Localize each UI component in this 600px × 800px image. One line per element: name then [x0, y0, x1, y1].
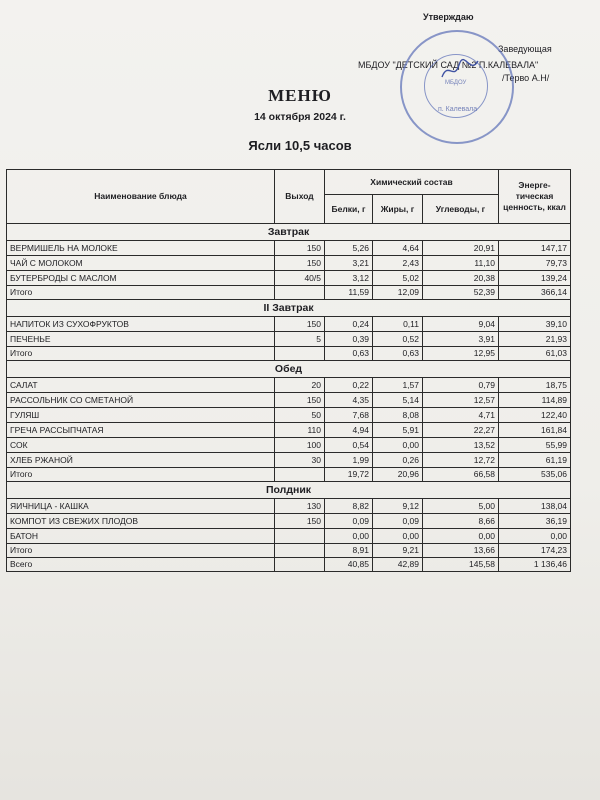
dish-energy: 122,40 [499, 408, 571, 423]
dish-output: 110 [275, 423, 325, 438]
dish-fats: 0,52 [373, 332, 423, 347]
approval-organization: МБДОУ "ДЕТСКИЙ САД №2 П.КАЛЕВАЛА" [358, 60, 539, 70]
total-output [275, 347, 325, 361]
dish-energy: 138,04 [499, 499, 571, 514]
dish-output: 150 [275, 514, 325, 529]
dish-fats: 1,57 [373, 378, 423, 393]
header-carbs: Углеводы, г [423, 195, 499, 224]
table-row [7, 453, 571, 468]
dish-fats: 4,64 [373, 241, 423, 256]
table-row [7, 529, 571, 544]
dish-name: КОМПОТ ИЗ СВЕЖИХ ПЛОДОВ [7, 514, 275, 529]
dish-proteins: 0,54 [325, 438, 373, 453]
table-row [7, 408, 571, 423]
header-chemical: Химический состав [325, 170, 499, 195]
dish-energy: 36,19 [499, 514, 571, 529]
dish-carbs: 0,79 [423, 378, 499, 393]
dish-output: 100 [275, 438, 325, 453]
grand-total-proteins: 40,85 [325, 558, 373, 572]
dish-carbs: 11,10 [423, 256, 499, 271]
stamp-text-top: МБДОУ [445, 80, 467, 86]
grand-total-fats: 42,89 [373, 558, 423, 572]
dish-output: 40/5 [275, 271, 325, 286]
dish-output: 150 [275, 393, 325, 408]
dish-name: ГУЛЯШ [7, 408, 275, 423]
total-output [275, 286, 325, 300]
menu-table [6, 169, 571, 572]
approval-position: Заведующая [498, 44, 552, 54]
dish-energy: 18,75 [499, 378, 571, 393]
dish-name: ГРЕЧА РАССЫПЧАТАЯ [7, 423, 275, 438]
dish-proteins: 3,12 [325, 271, 373, 286]
dish-energy: 139,24 [499, 271, 571, 286]
dish-proteins: 0,22 [325, 378, 373, 393]
section-title: Полдник [7, 482, 571, 499]
dish-proteins: 1,99 [325, 453, 373, 468]
dish-carbs: 20,91 [423, 241, 499, 256]
dish-fats: 5,02 [373, 271, 423, 286]
document-title: МЕНЮ [268, 86, 332, 105]
menu-table-body [7, 224, 571, 572]
dish-proteins: 8,82 [325, 499, 373, 514]
dish-proteins: 0,09 [325, 514, 373, 529]
total-energy: 61,03 [499, 347, 571, 361]
table-row [7, 514, 571, 529]
dish-name: ХЛЕБ РЖАНОЙ [7, 453, 275, 468]
approval-signatory: /Терво А.Н/ [502, 73, 550, 83]
section-total-row [7, 544, 571, 558]
total-energy: 174,23 [499, 544, 571, 558]
dish-carbs: 5,00 [423, 499, 499, 514]
dish-proteins: 4,94 [325, 423, 373, 438]
dish-carbs: 22,27 [423, 423, 499, 438]
signature-mark [440, 55, 480, 85]
dish-carbs: 3,91 [423, 332, 499, 347]
dish-fats: 0,09 [373, 514, 423, 529]
section-title: Завтрак [7, 224, 571, 241]
dish-energy: 79,73 [499, 256, 571, 271]
dish-carbs: 12,72 [423, 453, 499, 468]
dish-energy: 39,10 [499, 317, 571, 332]
dish-carbs: 12,57 [423, 393, 499, 408]
grand-total-label: Всего [7, 558, 275, 572]
dish-fats: 0,11 [373, 317, 423, 332]
dish-output: 20 [275, 378, 325, 393]
section-header [7, 224, 571, 241]
dish-output: 50 [275, 408, 325, 423]
total-proteins: 8,91 [325, 544, 373, 558]
dish-name: ВЕРМИШЕЛЬ НА МОЛОКЕ [7, 241, 275, 256]
dish-carbs: 20,38 [423, 271, 499, 286]
dish-proteins: 5,26 [325, 241, 373, 256]
total-fats: 0,63 [373, 347, 423, 361]
dish-fats: 2,43 [373, 256, 423, 271]
dish-energy: 21,93 [499, 332, 571, 347]
dish-name: ПЕЧЕНЬЕ [7, 332, 275, 347]
section-total-row [7, 347, 571, 361]
total-label: Итого [7, 544, 275, 558]
stamp-text-bottom: п. Калевала [438, 106, 478, 113]
dish-output: 150 [275, 241, 325, 256]
grand-total-energy: 1 136,46 [499, 558, 571, 572]
dish-name: РАССОЛЬНИК СО СМЕТАНОЙ [7, 393, 275, 408]
total-label: Итого [7, 468, 275, 482]
dish-fats: 5,91 [373, 423, 423, 438]
total-output [275, 544, 325, 558]
table-row [7, 378, 571, 393]
approval-heading: Утверждаю [423, 12, 474, 22]
dish-energy: 0,00 [499, 529, 571, 544]
table-row [7, 499, 571, 514]
dish-output: 5 [275, 332, 325, 347]
dish-name: ЯИЧНИЦА - КАШКА [7, 499, 275, 514]
dish-fats: 0,00 [373, 438, 423, 453]
dish-name: ЧАЙ С МОЛОКОМ [7, 256, 275, 271]
dish-output: 150 [275, 317, 325, 332]
total-carbs: 52,39 [423, 286, 499, 300]
header-name: Наименование блюда [7, 170, 275, 224]
section-total-row [7, 468, 571, 482]
table-row [7, 271, 571, 286]
total-fats: 9,21 [373, 544, 423, 558]
section-title: Обед [7, 361, 571, 378]
total-energy: 535,06 [499, 468, 571, 482]
table-row [7, 393, 571, 408]
total-label: Итого [7, 347, 275, 361]
dish-output: 30 [275, 453, 325, 468]
section-total-row [7, 286, 571, 300]
dish-fats: 0,00 [373, 529, 423, 544]
section-header [7, 300, 571, 317]
table-row [7, 332, 571, 347]
dish-name: НАПИТОК ИЗ СУХОФРУКТОВ [7, 317, 275, 332]
grand-total-row [7, 558, 571, 572]
dish-proteins: 3,21 [325, 256, 373, 271]
dish-carbs: 9,04 [423, 317, 499, 332]
dish-energy: 61,19 [499, 453, 571, 468]
dish-energy: 114,89 [499, 393, 571, 408]
dish-output [275, 529, 325, 544]
dish-fats: 5,14 [373, 393, 423, 408]
document-group: Ясли 10,5 часов [248, 138, 352, 153]
total-proteins: 0,63 [325, 347, 373, 361]
dish-fats: 0,26 [373, 453, 423, 468]
dish-proteins: 0,39 [325, 332, 373, 347]
grand-total-carbs: 145,58 [423, 558, 499, 572]
dish-output: 130 [275, 499, 325, 514]
dish-proteins: 0,24 [325, 317, 373, 332]
dish-proteins: 7,68 [325, 408, 373, 423]
total-output [275, 468, 325, 482]
section-title: II Завтрак [7, 300, 571, 317]
dish-name: БАТОН [7, 529, 275, 544]
table-row [7, 423, 571, 438]
dish-energy: 147,17 [499, 241, 571, 256]
header-proteins: Белки, г [325, 195, 373, 224]
dish-name: САЛАТ [7, 378, 275, 393]
dish-output: 150 [275, 256, 325, 271]
total-carbs: 13,66 [423, 544, 499, 558]
table-row [7, 438, 571, 453]
table-row [7, 241, 571, 256]
header-output: Выход [275, 170, 325, 224]
dish-fats: 8,08 [373, 408, 423, 423]
dish-energy: 55,99 [499, 438, 571, 453]
dish-carbs: 0,00 [423, 529, 499, 544]
grand-total-output [275, 558, 325, 572]
dish-energy: 161,84 [499, 423, 571, 438]
dish-proteins: 4,35 [325, 393, 373, 408]
dish-name: БУТЕРБРОДЫ С МАСЛОМ [7, 271, 275, 286]
header-energy: Энерге-тическая ценность, ккал [499, 170, 571, 224]
dish-carbs: 8,66 [423, 514, 499, 529]
total-label: Итого [7, 286, 275, 300]
total-proteins: 19,72 [325, 468, 373, 482]
dish-proteins: 0,00 [325, 529, 373, 544]
dish-carbs: 13,52 [423, 438, 499, 453]
total-carbs: 66,58 [423, 468, 499, 482]
dish-carbs: 4,71 [423, 408, 499, 423]
document-date: 14 октября 2024 г. [254, 111, 346, 123]
dish-name: СОК [7, 438, 275, 453]
total-proteins: 11,59 [325, 286, 373, 300]
table-row [7, 256, 571, 271]
total-carbs: 12,95 [423, 347, 499, 361]
table-row [7, 317, 571, 332]
total-fats: 20,96 [373, 468, 423, 482]
total-energy: 366,14 [499, 286, 571, 300]
section-header [7, 482, 571, 499]
dish-fats: 9,12 [373, 499, 423, 514]
section-header [7, 361, 571, 378]
total-fats: 12,09 [373, 286, 423, 300]
header-fats: Жиры, г [373, 195, 423, 224]
